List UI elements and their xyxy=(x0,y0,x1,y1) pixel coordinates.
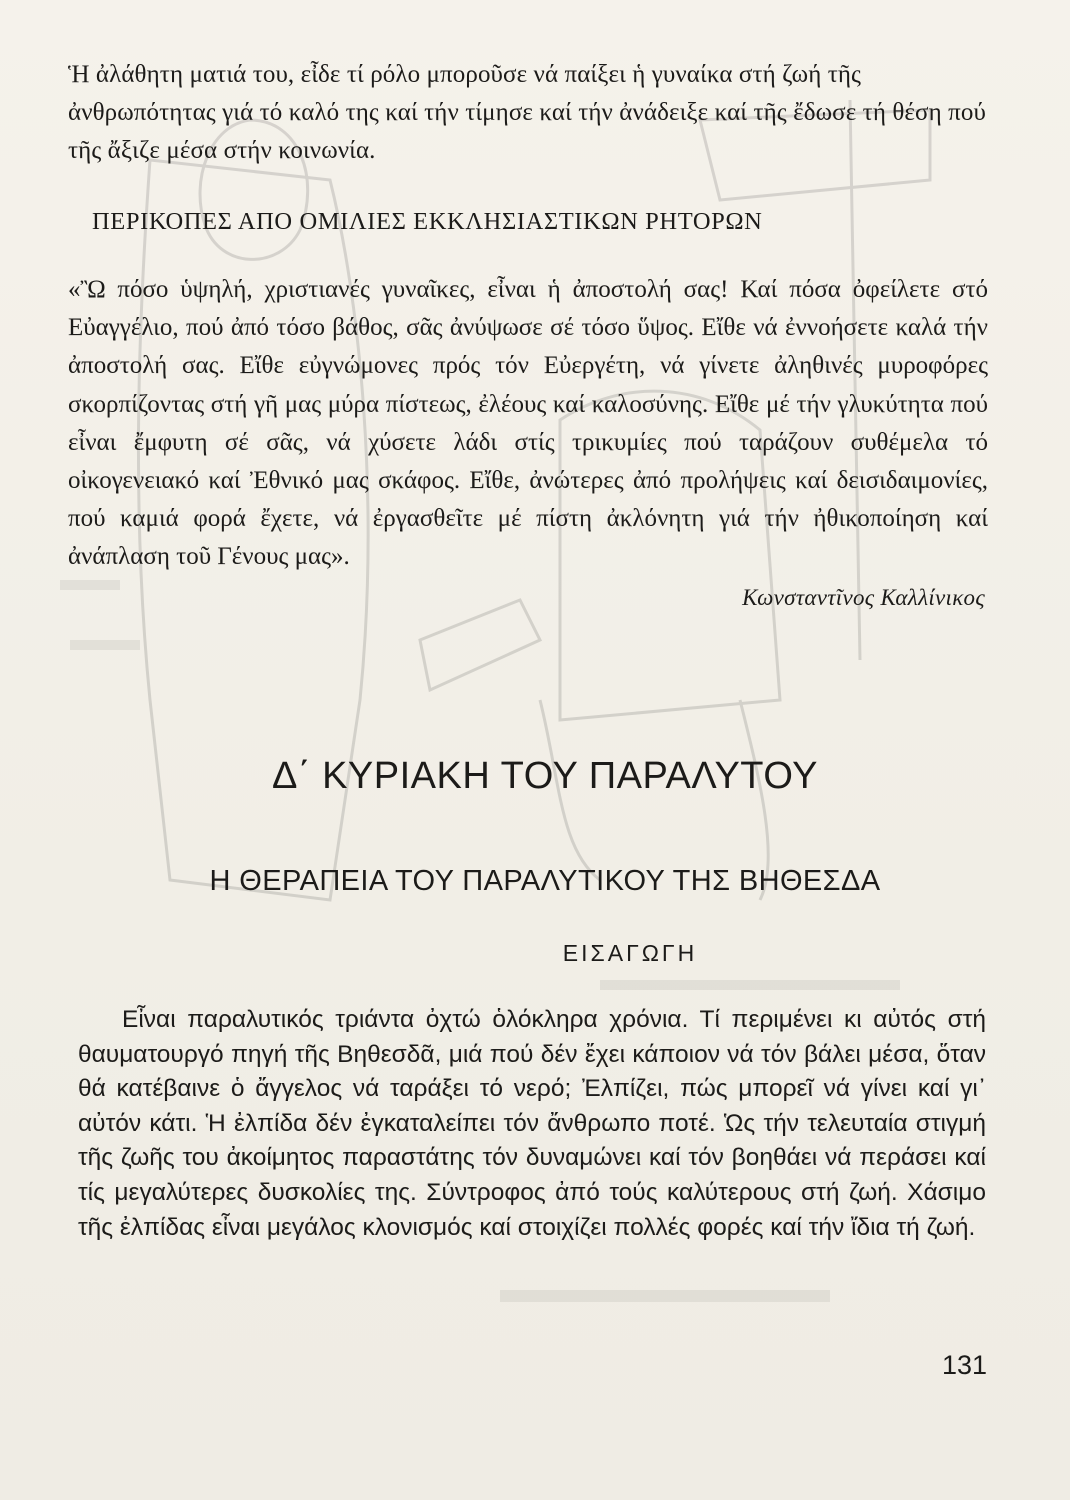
opening-paragraph: Ἡ ἀλάθητη ματιά του, εἶδε τί ρόλο μποροῦσε νά παίξει ἡ γυναίκα στή ζωή τῆς ἀνθρωπότητας γιά τό καλό της καί τήν τίμησε καί τήν ἀνάδειξε καί τῆς ἔδωσε τή θέση πού τῆς ἄξιζε μέσα στήν κοινωνία. xyxy=(68,61,986,164)
page-number: 131 xyxy=(941,1350,987,1380)
intro-body: Εἶναι παραλυτικός τριάντα ὀχτώ ὁλόκληρα χρόνια. Τί περιμένει κι αὐτός στή θαυματουργό πηγή τῆς Βηθεσδᾶ, μιά πού δέν ἔχει κάποιον νά τόν βάλει μέσα, ὅταν θά κατέβαινε ὁ ἄγγελος νά ταράξει τό νερό; Ἐλπίζει, πώς μπορεῖ νά γίνει καί γι᾽ αὐτόν κάτι. Ἡ ἐλπίδα δέν ἐγκαταλείπει τόν ἄνθρωπο ποτέ. Ὡς τήν τελευταία στιγμή τῆς ζωῆς του ἀκοίμητος παραστάτης τόν δυναμώνει καί τόν βοηθάει νά περάσει καί τίς μεγαλύτερες δυσκολίες της. Σύντροφος ἀπό τούς καλύτερους στή ζωή. Χάσιμο τῆς ἐλπίδας εἶναι μεγάλος κλονισμός καί στοιχίζει πολλές φορές καί τήν ἴδια τή ζωή. xyxy=(78,1006,986,1241)
quote-author: Κωνσταντῖνος Καλλίνικος xyxy=(742,585,985,610)
sermon-quote: «Ὢ πόσο ὑψηλή, χριστιανές γυναῖκες, εἶναι ἡ ἀποστολή σας! Καί πόσα ὀφείλετε στό Εὐαγγέλιο, πού ἀπό τόσο βάθος, σᾶς ἀνύψωσε σέ τόσο ὕψος. Εἴθε νά ἐννοήσετε καλά τήν ἀποστολή σας. Εἴθε εὐγνώμονες πρός τόν Εὐεργέτη, νά γίνετε ἀληθινές μυροφόρες σκορπίζοντας στή γῆ μας μύρα πίστεως, ἐλέους καί καλοσύνης. Εἴθε μέ τήν γλυκύτητα πού εἶναι ἔμφυτη σέ σᾶς, νά χύσετε λάδι στίς τρικυμίες πού ταράζουν συθέμελα τό οἰκογενειακό καί Ἐθνικό μας σκάφος. Εἴθε, ἀνώτερες ἀπό προλήψεις καί δεισιδαιμονίες, πού καμιά φορά ἔχετε, νά ἐργασθεῖτε μέ πίστη ἀκλόνητη γιά τήν ἠθικοποίηση καί ἀνάπλαση τοῦ Γένους μας». xyxy=(68,276,988,571)
healing-title: Η ΘΕΡΑΠΕΙΑ ΤΟΥ ΠΑΡΑΛΥΤΙΚΟΥ ΤΗΣ ΒΗΘΕΣΔΑ xyxy=(209,865,881,897)
intro-heading: ΕΙΣΑΓΩΓΗ xyxy=(562,940,698,966)
sunday-title: Δ΄ ΚΥΡΙΑΚΗ ΤΟΥ ΠΑΡΑΛΥΤΟΥ xyxy=(271,755,819,797)
sermons-heading: ΠΕΡΙΚΟΠΕΣ ΑΠΟ ΟΜΙΛΙΕΣ ΕΚΚΛΗΣΙΑΣΤΙΚΩΝ ΡΗΤΟΡΩΝ xyxy=(92,208,763,235)
